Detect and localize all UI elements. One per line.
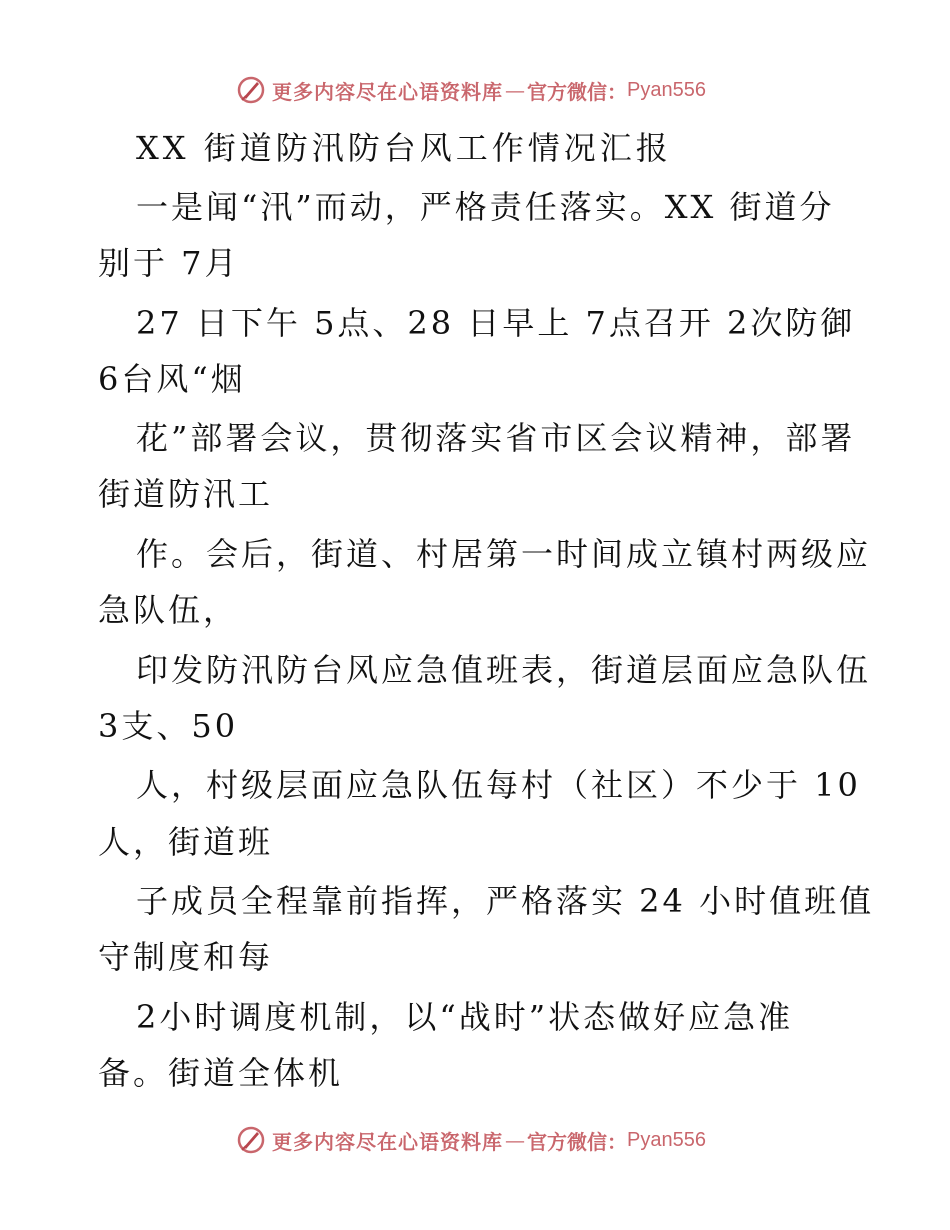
body-line: 街道防汛工 [98, 475, 274, 513]
body-line: 27 日下午 5点、28 日早上 7点召开 2次防御 [136, 304, 856, 342]
body-line: 守制度和每 [98, 938, 274, 976]
watermark-text: 更多内容尽在心语资料库 [272, 1129, 503, 1154]
body-line: 人，街道班 [98, 823, 274, 861]
header-watermark [236, 73, 706, 107]
body-line: 子成员全程靠前指挥，严格落实 24 小时值班值 [136, 882, 875, 920]
body-line: 一是闻“汛”而动，严格责任落实。XX 街道分 [136, 188, 835, 226]
body-line: 印发防汛防台风应急值班表，街道层面应急队伍 [136, 651, 872, 689]
quill-circle-icon [236, 1125, 266, 1155]
body-line: 花”部署会议，贯彻落实省市区会议精神，部署 [136, 419, 856, 457]
watermark-wechat-label: 官方微信： [527, 79, 627, 104]
watermark-dash: — [505, 1128, 525, 1152]
quill-circle-icon [236, 75, 266, 105]
body-line: 3支、50 [98, 707, 239, 745]
watermark-wechat-label: 官方微信： [527, 1129, 627, 1154]
footer-watermark [236, 1123, 706, 1157]
body-line: 人，村级层面应急队伍每村（社区）不少于 10 [136, 766, 861, 804]
body-line: 作。会后，街道、村居第一时间成立镇村两级应 [136, 535, 872, 573]
watermark-wechat-id: Pyan556 [627, 78, 706, 101]
watermark-wechat-id: Pyan556 [627, 1128, 706, 1151]
watermark-text: 更多内容尽在心语资料库 [272, 79, 503, 104]
body-line: 急队伍， [98, 591, 239, 629]
watermark-dash: — [505, 78, 525, 102]
body-line: 6台风“烟 [98, 360, 246, 398]
body-line: 备。街道全体机 [98, 1054, 344, 1092]
document-title: XX 街道防汛防台风工作情况汇报 [136, 129, 672, 167]
body-line: 别于 7月 [98, 244, 240, 282]
body-line: 2小时调度机制，以“战时”状态做好应急准 [136, 998, 794, 1036]
